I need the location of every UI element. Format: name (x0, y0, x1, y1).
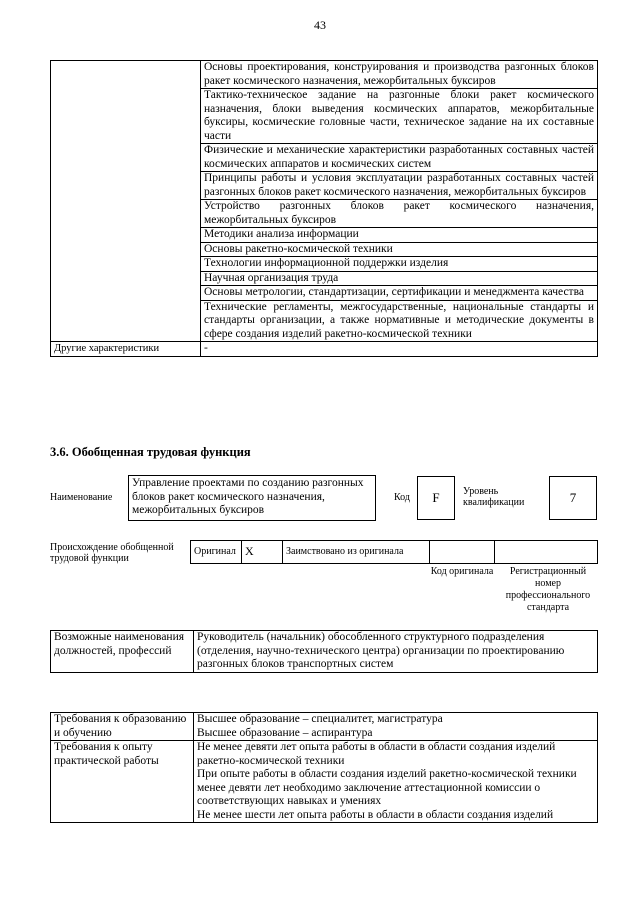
knowledge-item: Технологии информационной поддержки изделия (201, 257, 598, 272)
knowledge-item: Физические и механические характеристики разработанных составных частей космических аппаратов и космических систем (201, 144, 598, 172)
other-characteristics-value: - (201, 342, 598, 357)
positions-label: Возможные наименования должностей, профессий (51, 631, 194, 673)
knowledge-item: Технические регламенты, межгосударственные, национальные стандарты и стандарты организации, а также нормативные и методические документы в сфере создания изделий ракетно-космической техники (201, 300, 598, 342)
code-value-box: F (417, 476, 455, 520)
registration-number-cell (495, 541, 598, 564)
knowledge-item: Устройство разгонных блоков ракет космического назначения, межорбитальных буксиров (201, 200, 598, 228)
experience-label: Требования к опыту практической работы (51, 741, 194, 823)
knowledge-item: Основы ракетно-космической техники (201, 242, 598, 257)
requirements-table (50, 712, 598, 823)
experience-line: Не менее девяти лет опыта работы в области в области создания изделий ракетно-космической техники (197, 741, 556, 767)
reg-number-caption: Регистрационный номер профессионального стандарта (505, 566, 591, 613)
experience-value (194, 741, 598, 823)
knowledge-label-cell (51, 61, 201, 342)
original-label: Оригинал (191, 541, 242, 564)
level-label: Уровень квалификации (463, 486, 525, 508)
knowledge-item: Принципы работы и условия эксплуатации разработанных составных частей разгонных блоков ракет космического назначения, межорбитальных буксиров (201, 172, 598, 200)
section-title: 3.6. Обобщенная трудовая функция (50, 445, 251, 459)
knowledge-item: Научная организация труда (201, 271, 598, 286)
original-code-cell (430, 541, 495, 564)
name-label: Наименование (50, 492, 113, 503)
borrowed-label: Заимствовано из оригинала (283, 541, 430, 564)
education-label: Требования к образованию и обучению (51, 713, 194, 741)
level-value-box: 7 (549, 476, 597, 520)
education-line: Высшее образование – аспирантура (197, 726, 373, 739)
experience-line: При опыте работы в области создания изделий ракетно-космической техники менее девяти лет необходимо заключение аттестационной комиссии о соответствующих навыках и умениях (197, 768, 577, 807)
knowledge-item: Основы метрологии, стандартизации, сертификации и менеджмента качества (201, 286, 598, 301)
education-value (194, 713, 598, 741)
function-name-box: Управление проектами по созданию разгонных блоков ракет космического назначения, межорбитальных буксиров (128, 475, 376, 521)
education-line: Высшее образование – специалитет, магистратура (197, 713, 443, 725)
knowledge-item: Основы проектирования, конструирования и производства разгонных блоков ракет космического назначения, межорбитальных буксиров (201, 61, 598, 89)
origin-table (190, 540, 598, 564)
positions-value: Руководитель (начальник) обособленного структурного подразделения (отделения, научно-технического центра) организации по проектированию разгонных блоков транспортных систем (194, 631, 598, 673)
code-label: Код (394, 492, 410, 503)
code-caption: Код оригинала (430, 566, 494, 577)
page-number: 43 (314, 18, 326, 32)
other-characteristics-label: Другие характеристики (51, 342, 201, 357)
knowledge-item: Методики анализа информации (201, 228, 598, 243)
positions-table (50, 630, 598, 673)
knowledge-table (50, 60, 598, 357)
knowledge-item: Тактико-техническое задание на разгонные блоки ракет космического назначения, блоки выведения космических аппаратов, межорбитальные буксиры, космические головные части, техническое задание на их составные части (201, 89, 598, 144)
experience-line: Не менее шести лет опыта работы в области в области создания изделий (197, 808, 554, 821)
origin-label: Происхождение обобщенной трудовой функции (50, 542, 174, 564)
original-mark: X (242, 541, 283, 564)
